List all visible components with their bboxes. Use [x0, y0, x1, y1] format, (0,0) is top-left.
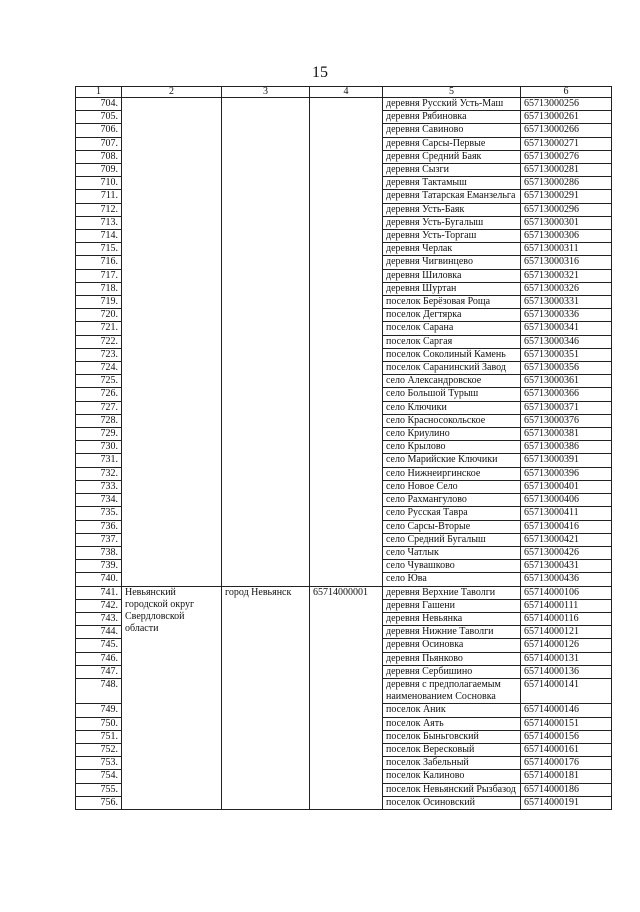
- row-number: 736.: [76, 520, 122, 533]
- settlement-name: поселок Саргая: [383, 335, 521, 348]
- settlement-name: деревня Савиново: [383, 124, 521, 137]
- settlement-name: деревня Гашени: [383, 599, 521, 612]
- settlement-name: село Крылово: [383, 441, 521, 454]
- settlement-name: поселок Калиново: [383, 770, 521, 783]
- oktmo-code: 65713000306: [521, 230, 612, 243]
- oktmo-code: 65713000391: [521, 454, 612, 467]
- row-number: 709.: [76, 164, 122, 177]
- oktmo-code: 65714000176: [521, 757, 612, 770]
- settlement-name: деревня Чигвинцево: [383, 256, 521, 269]
- column-header: 4: [310, 87, 383, 98]
- settlement-name: поселок Аять: [383, 717, 521, 730]
- row-number: 721.: [76, 322, 122, 335]
- municipality-cell: Невьянский городской округ Свердловской области: [122, 586, 222, 809]
- row-number: 704.: [76, 98, 122, 111]
- settlement-name: деревня Верхние Таволги: [383, 586, 521, 599]
- oktmo-code: 65713000261: [521, 111, 612, 124]
- row-number: 730.: [76, 441, 122, 454]
- oktmo-code: 65713000386: [521, 441, 612, 454]
- table-row: [76, 586, 612, 599]
- row-number: 710.: [76, 177, 122, 190]
- settlement-name: село Русская Тавра: [383, 507, 521, 520]
- oktmo-code: 65713000266: [521, 124, 612, 137]
- row-number: 707.: [76, 137, 122, 150]
- row-number: 714.: [76, 230, 122, 243]
- oktmo-code: 65713000291: [521, 190, 612, 203]
- settlements-table: [75, 86, 612, 810]
- table-row: [76, 98, 612, 111]
- row-number: 738.: [76, 546, 122, 559]
- settlement-name: деревня Сарсы-Первые: [383, 137, 521, 150]
- row-number: 755.: [76, 783, 122, 796]
- oktmo-code: 65713000421: [521, 533, 612, 546]
- row-number: 740.: [76, 573, 122, 586]
- admin-center-cell: город Невьянск: [222, 586, 310, 809]
- row-number: 744.: [76, 626, 122, 639]
- oktmo-code: 65713000396: [521, 467, 612, 480]
- settlement-name: село Александровское: [383, 375, 521, 388]
- settlement-name: деревня с предполагаемым наименованием Сосновка: [383, 678, 521, 703]
- row-number: 706.: [76, 124, 122, 137]
- row-number: 708.: [76, 150, 122, 163]
- oktmo-code: 65713000326: [521, 282, 612, 295]
- row-number: 717.: [76, 269, 122, 282]
- settlement-name: деревня Шуртан: [383, 282, 521, 295]
- settlement-name: село Криулино: [383, 428, 521, 441]
- settlement-name: село Большой Турыш: [383, 388, 521, 401]
- column-header: 1: [76, 87, 122, 98]
- oktmo-code: 65714000181: [521, 770, 612, 783]
- oktmo-code: 65714000191: [521, 796, 612, 809]
- column-header: 2: [122, 87, 222, 98]
- row-number: 753.: [76, 757, 122, 770]
- row-number: 722.: [76, 335, 122, 348]
- column-header: 5: [383, 87, 521, 98]
- row-number: 752.: [76, 743, 122, 756]
- settlement-name: деревня Усть-Бугалыш: [383, 216, 521, 229]
- oktmo-code: 65713000371: [521, 401, 612, 414]
- column-header: 3: [222, 87, 310, 98]
- settlement-name: деревня Шиловка: [383, 269, 521, 282]
- row-number: 733.: [76, 480, 122, 493]
- row-number: 718.: [76, 282, 122, 295]
- settlement-name: деревня Сербишино: [383, 665, 521, 678]
- table-body: [76, 87, 612, 810]
- row-number: 732.: [76, 467, 122, 480]
- oktmo-code: 65713000281: [521, 164, 612, 177]
- row-number: 727.: [76, 401, 122, 414]
- row-number: 756.: [76, 796, 122, 809]
- row-number: 745.: [76, 639, 122, 652]
- row-number: 743.: [76, 612, 122, 625]
- oktmo-code: 65713000376: [521, 414, 612, 427]
- admin-center-code-cell: 65714000001: [310, 586, 383, 809]
- municipality-cell: [122, 98, 222, 587]
- settlement-name: деревня Средний Баяк: [383, 150, 521, 163]
- row-number: 754.: [76, 770, 122, 783]
- oktmo-code: 65714000121: [521, 626, 612, 639]
- settlement-name: деревня Рябиновка: [383, 111, 521, 124]
- row-number: 742.: [76, 599, 122, 612]
- settlement-name: деревня Усть-Баяк: [383, 203, 521, 216]
- oktmo-code: 65713000341: [521, 322, 612, 335]
- oktmo-code: 65714000116: [521, 612, 612, 625]
- row-number: 751.: [76, 730, 122, 743]
- row-number: 749.: [76, 704, 122, 717]
- row-number: 725.: [76, 375, 122, 388]
- row-number: 724.: [76, 362, 122, 375]
- oktmo-code: 65714000111: [521, 599, 612, 612]
- oktmo-code: 65713000406: [521, 494, 612, 507]
- settlement-name: село Чувашково: [383, 560, 521, 573]
- row-number: 728.: [76, 414, 122, 427]
- settlement-name: поселок Вересковый: [383, 743, 521, 756]
- oktmo-code: 65713000431: [521, 560, 612, 573]
- settlement-name: село Рахмангулово: [383, 494, 521, 507]
- oktmo-code: 65713000361: [521, 375, 612, 388]
- row-number: 737.: [76, 533, 122, 546]
- settlement-name: село Красносокольское: [383, 414, 521, 427]
- row-number: 719.: [76, 296, 122, 309]
- settlement-name: поселок Осиновский: [383, 796, 521, 809]
- row-number: 731.: [76, 454, 122, 467]
- settlement-name: деревня Тактамыш: [383, 177, 521, 190]
- oktmo-code: 65713000366: [521, 388, 612, 401]
- oktmo-code: 65713000356: [521, 362, 612, 375]
- oktmo-code: 65713000256: [521, 98, 612, 111]
- row-number: 729.: [76, 428, 122, 441]
- settlement-name: село Ключики: [383, 401, 521, 414]
- settlement-name: село Чатлык: [383, 546, 521, 559]
- settlement-name: поселок Берёзовая Роща: [383, 296, 521, 309]
- oktmo-code: 65713000296: [521, 203, 612, 216]
- oktmo-code: 65713000286: [521, 177, 612, 190]
- settlement-name: поселок Невьянский Рызбазод: [383, 783, 521, 796]
- oktmo-code: 65714000141: [521, 678, 612, 703]
- oktmo-code: 65713000411: [521, 507, 612, 520]
- column-header: 6: [521, 87, 612, 98]
- row-number: 748.: [76, 678, 122, 703]
- settlement-name: село Средний Бугалыш: [383, 533, 521, 546]
- row-number: 735.: [76, 507, 122, 520]
- row-number: 726.: [76, 388, 122, 401]
- row-number: 747.: [76, 665, 122, 678]
- row-number: 746.: [76, 652, 122, 665]
- admin-center-code-cell: [310, 98, 383, 587]
- oktmo-code: 65714000156: [521, 730, 612, 743]
- oktmo-code: 65714000126: [521, 639, 612, 652]
- row-number: 712.: [76, 203, 122, 216]
- row-number: 739.: [76, 560, 122, 573]
- settlement-name: село Юва: [383, 573, 521, 586]
- oktmo-code: 65713000311: [521, 243, 612, 256]
- settlement-name: деревня Пьянково: [383, 652, 521, 665]
- settlement-name: деревня Русский Усть-Маш: [383, 98, 521, 111]
- oktmo-code: 65714000131: [521, 652, 612, 665]
- oktmo-code: 65713000336: [521, 309, 612, 322]
- settlement-name: село Новое Село: [383, 480, 521, 493]
- settlement-name: поселок Забельный: [383, 757, 521, 770]
- admin-center-cell: [222, 98, 310, 587]
- table-header-row: [76, 87, 612, 98]
- settlement-name: деревня Черлак: [383, 243, 521, 256]
- oktmo-code: 65713000346: [521, 335, 612, 348]
- settlement-name: деревня Сызги: [383, 164, 521, 177]
- row-number: 750.: [76, 717, 122, 730]
- settlement-name: поселок Аник: [383, 704, 521, 717]
- settlement-name: село Марийские Ключики: [383, 454, 521, 467]
- settlement-name: деревня Усть-Торгаш: [383, 230, 521, 243]
- oktmo-code: 65714000106: [521, 586, 612, 599]
- row-number: 734.: [76, 494, 122, 507]
- oktmo-code: 65713000416: [521, 520, 612, 533]
- oktmo-code: 65713000271: [521, 137, 612, 150]
- oktmo-code: 65713000351: [521, 348, 612, 361]
- oktmo-code: 65714000186: [521, 783, 612, 796]
- oktmo-code: 65713000426: [521, 546, 612, 559]
- oktmo-code: 65713000321: [521, 269, 612, 282]
- oktmo-code: 65713000301: [521, 216, 612, 229]
- settlement-name: поселок Дегтярка: [383, 309, 521, 322]
- oktmo-code: 65714000151: [521, 717, 612, 730]
- oktmo-code: 65713000401: [521, 480, 612, 493]
- row-number: 705.: [76, 111, 122, 124]
- oktmo-code: 65713000276: [521, 150, 612, 163]
- row-number: 720.: [76, 309, 122, 322]
- settlement-name: поселок Саранинский Завод: [383, 362, 521, 375]
- oktmo-code: 65713000381: [521, 428, 612, 441]
- oktmo-code: 65714000136: [521, 665, 612, 678]
- row-number: 716.: [76, 256, 122, 269]
- settlement-name: село Нижнеиргинское: [383, 467, 521, 480]
- oktmo-code: 65713000331: [521, 296, 612, 309]
- row-number: 741.: [76, 586, 122, 599]
- settlement-name: поселок Быньговский: [383, 730, 521, 743]
- settlement-name: деревня Невьянка: [383, 612, 521, 625]
- oktmo-code: 65713000436: [521, 573, 612, 586]
- row-number: 715.: [76, 243, 122, 256]
- page-number: 15: [312, 64, 328, 81]
- settlement-name: поселок Соколиный Камень: [383, 348, 521, 361]
- settlement-name: село Сарсы-Вторые: [383, 520, 521, 533]
- settlement-name: деревня Татарская Еманзельга: [383, 190, 521, 203]
- row-number: 713.: [76, 216, 122, 229]
- settlement-name: деревня Осиновка: [383, 639, 521, 652]
- oktmo-code: 65714000146: [521, 704, 612, 717]
- row-number: 711.: [76, 190, 122, 203]
- settlement-name: деревня Нижние Таволги: [383, 626, 521, 639]
- oktmo-code: 65713000316: [521, 256, 612, 269]
- row-number: 723.: [76, 348, 122, 361]
- settlement-name: поселок Сарана: [383, 322, 521, 335]
- oktmo-code: 65714000161: [521, 743, 612, 756]
